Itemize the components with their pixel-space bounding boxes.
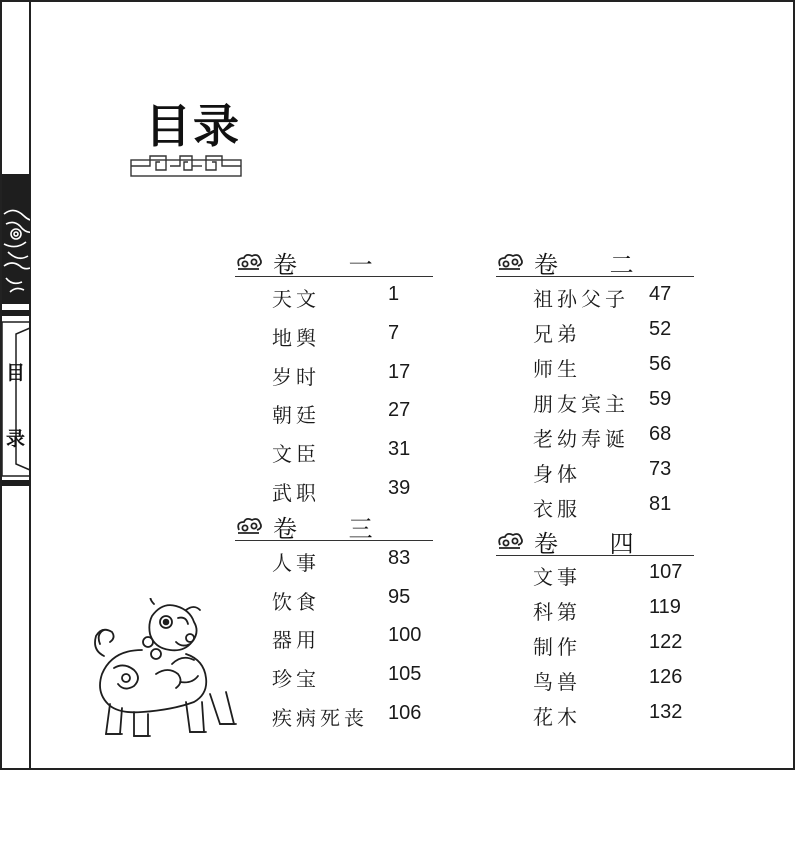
toc-entry-name: 师生 bbox=[533, 357, 581, 381]
toc-entry-name: 珍宝 bbox=[272, 667, 320, 691]
toc-entry-name: 人事 bbox=[272, 551, 320, 575]
qilin-illustration-icon bbox=[90, 598, 240, 748]
toc-entry-page: 47 bbox=[649, 283, 672, 305]
toc-entry-name: 花木 bbox=[533, 705, 581, 729]
toc-entry-page: 119 bbox=[649, 596, 681, 618]
spine-label-char-1: 目 bbox=[6, 362, 26, 384]
toc-entry-page: 31 bbox=[388, 438, 411, 460]
toc-entry-page: 122 bbox=[649, 631, 683, 653]
toc-entry-page: 27 bbox=[388, 399, 411, 421]
cloud-scroll-icon bbox=[235, 516, 263, 536]
toc-entry-name: 文臣 bbox=[272, 442, 320, 466]
toc-entry-page: 81 bbox=[649, 493, 672, 515]
volume-heading-text: 卷 一 bbox=[273, 251, 395, 279]
spine-dark-band bbox=[2, 174, 30, 304]
dragon-head-icon bbox=[2, 174, 30, 304]
toc-entry-name: 器用 bbox=[272, 628, 320, 652]
toc-entry-page: 95 bbox=[388, 586, 411, 608]
toc-entry-page: 126 bbox=[649, 666, 683, 688]
volume-heading-2 bbox=[496, 244, 694, 277]
cloud-scroll-icon bbox=[496, 252, 524, 272]
toc-entry-page: 17 bbox=[388, 361, 411, 383]
volume-heading-text: 卷 二 bbox=[534, 251, 656, 279]
toc-entry-name: 疾病死丧 bbox=[272, 706, 368, 730]
toc-entry-name: 老幼寿诞 bbox=[533, 427, 629, 451]
volume-heading-3 bbox=[235, 508, 433, 541]
volume-heading-4 bbox=[496, 523, 694, 556]
spine-label-char-2: 录 bbox=[6, 428, 26, 450]
toc-entry-page: 56 bbox=[649, 353, 672, 375]
toc-entry-name: 地舆 bbox=[272, 326, 320, 350]
toc-entry-name: 鸟兽 bbox=[533, 670, 581, 694]
toc-entry-name: 制作 bbox=[533, 635, 581, 659]
toc-entry-name: 兄弟 bbox=[533, 322, 581, 346]
toc-entry-page: 1 bbox=[388, 283, 400, 305]
page-title: 目录 bbox=[145, 99, 241, 153]
toc-entry-name: 天文 bbox=[272, 287, 320, 311]
toc-entry-name: 饮食 bbox=[272, 590, 320, 614]
toc-entry-name: 祖孙父子 bbox=[533, 287, 629, 311]
toc-entry-page: 73 bbox=[649, 458, 672, 480]
toc-entry-page: 39 bbox=[388, 477, 411, 499]
toc-entry-name: 衣服 bbox=[533, 497, 581, 521]
toc-entry-page: 59 bbox=[649, 388, 672, 410]
volume-heading-text: 卷 四 bbox=[534, 530, 656, 558]
volume-heading-text: 卷 三 bbox=[273, 515, 395, 543]
cloud-scroll-icon bbox=[235, 252, 263, 272]
toc-entry-page: 106 bbox=[388, 702, 422, 724]
toc-entry-name: 身体 bbox=[533, 462, 581, 486]
toc-entry-page: 7 bbox=[388, 322, 400, 344]
toc-entry-name: 文事 bbox=[533, 565, 581, 589]
spine-label bbox=[2, 320, 30, 490]
fret-border-icon bbox=[130, 152, 242, 178]
toc-entry-name: 科第 bbox=[533, 600, 581, 624]
toc-entry-page: 100 bbox=[388, 624, 422, 646]
toc-entry-page: 68 bbox=[649, 423, 672, 445]
toc-entry-page: 105 bbox=[388, 663, 422, 685]
toc-entry-name: 朋友宾主 bbox=[533, 392, 629, 416]
toc-entry-page: 132 bbox=[649, 701, 683, 723]
toc-entry-page: 107 bbox=[649, 561, 683, 583]
volume-heading-1 bbox=[235, 244, 433, 277]
toc-entry-page: 83 bbox=[388, 547, 411, 569]
cloud-scroll-icon bbox=[496, 531, 524, 551]
toc-entry-name: 岁时 bbox=[272, 365, 320, 389]
toc-entry-page: 52 bbox=[649, 318, 672, 340]
toc-entry-name: 武职 bbox=[272, 481, 320, 505]
toc-entry-name: 朝廷 bbox=[272, 403, 320, 427]
